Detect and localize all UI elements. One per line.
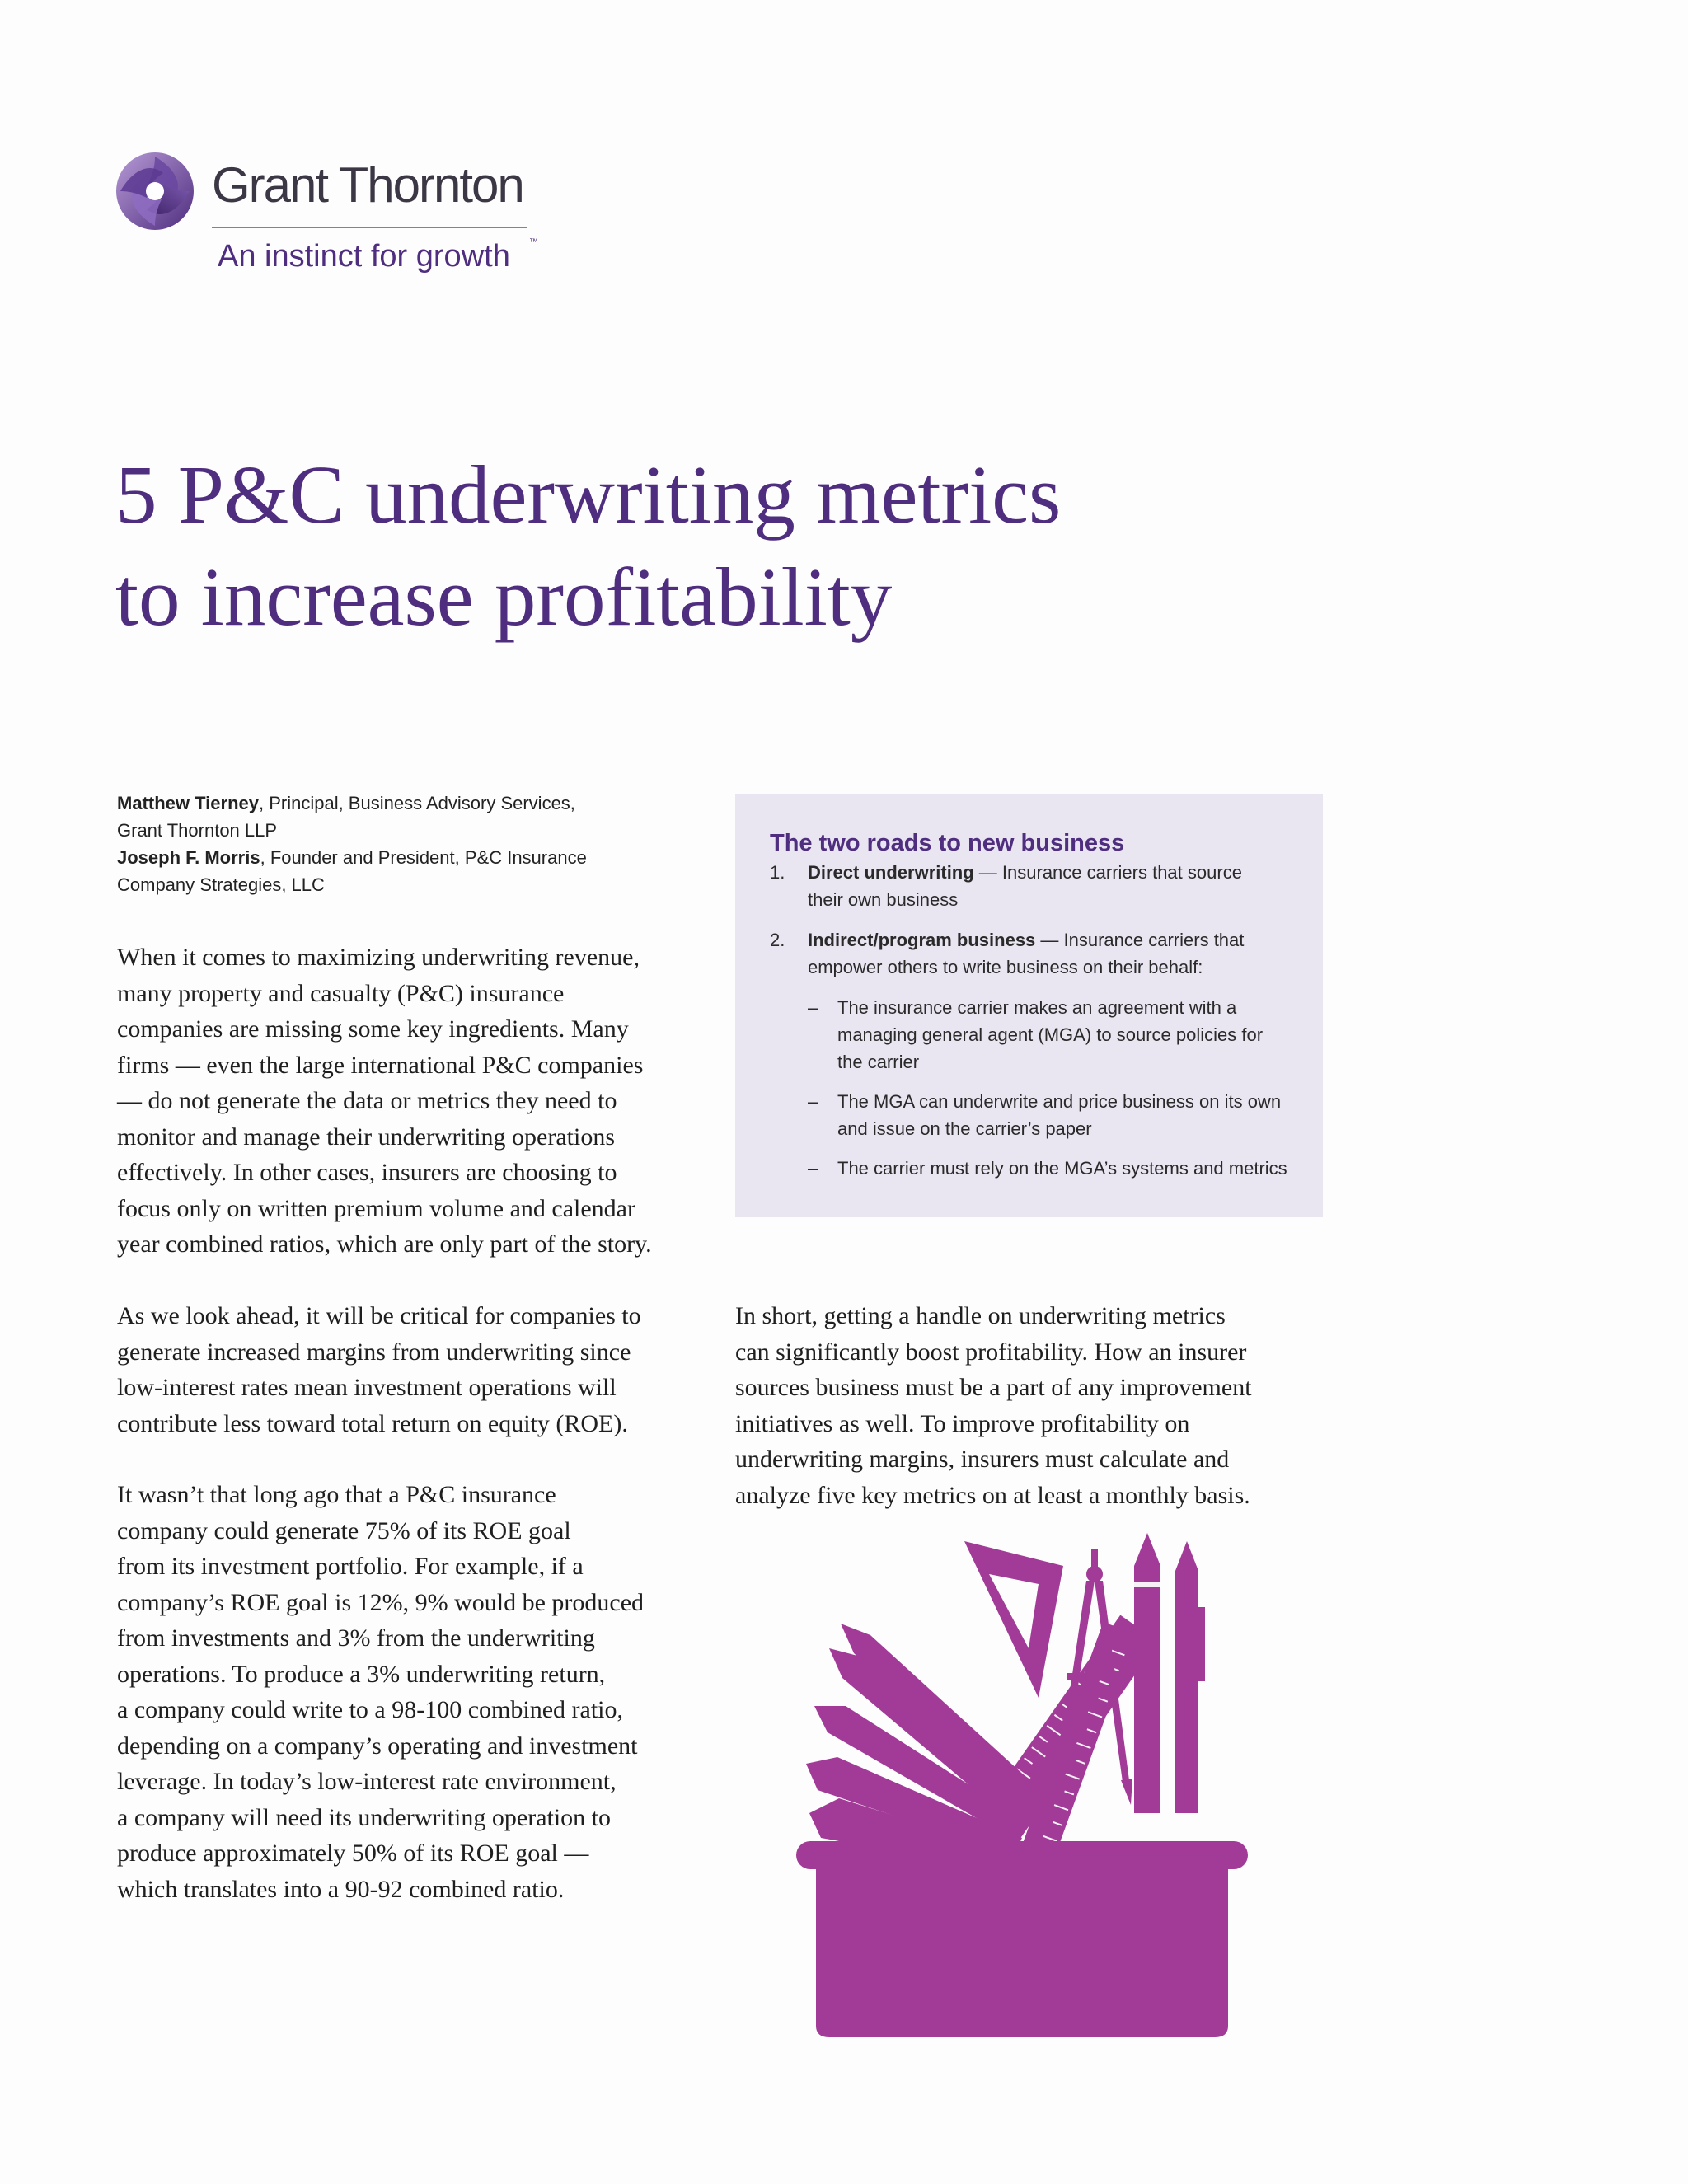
paragraph-line: As we look ahead, it will be critical for companies to [117,1302,641,1329]
brand-name: Grant Thornton [212,157,523,213]
paragraph-line: from its investment portfolio. For example, if a [117,1553,584,1580]
paragraph-line: generate increased margins from underwriting since [117,1338,631,1366]
paragraph-line: focus only on written premium volume and calendar [117,1194,635,1222]
sidebar-heading: The two roads to new business [770,830,1125,856]
author-1-org: Grant Thornton LLP [117,820,278,841]
sidebar-subitem-2 [770,1088,1300,1142]
paragraph-line: effectively. In other cases, insurers are choosing to [117,1159,617,1186]
pencil-icon [806,1624,1039,1872]
paragraph-line: low-interest rates mean investment operations will [117,1374,617,1401]
grant-thornton-logo-icon [115,152,195,231]
brand-tagline: An instinct for growth [218,239,510,274]
sidebar-list-item-2 [770,926,1300,981]
paragraph-line: When it comes to maximizing underwriting revenue, [117,944,640,971]
pen-icon [1134,1533,1205,1813]
dash-bullet: – [808,1091,818,1112]
paragraph-line: from investments and 3% from the underwriting [117,1624,595,1652]
sidebar-subitem-1 [770,994,1300,1076]
list-text: the carrier [837,1052,920,1072]
dash-bullet: – [808,1158,818,1179]
paragraph-line: company’s ROE goal is 12%, 9% would be produced [117,1588,645,1616]
paragraph-line: firms — even the large international P&C companies [117,1051,644,1079]
sidebar-subitem-3 [770,1155,1300,1182]
paragraph-line: — do not generate the data or metrics they need to [117,1087,617,1114]
list-text: managing general agent (MGA) to source policies for [837,1024,1264,1045]
paragraph-line: year combined ratios, which are only part of the story. [117,1230,652,1258]
pencil-case-icon [796,1841,1248,2037]
paragraph-line: monitor and manage their underwriting operations [117,1122,615,1151]
paragraph-line: contribute less toward total return on equity (ROE). [117,1409,628,1437]
sidebar-list-item-1 [770,859,1300,913]
pencil-case-tools-illustration [791,1533,1253,2044]
set-square-icon [964,1541,1063,1698]
paragraph-line: leverage. In today’s low-interest rate environment, [117,1768,617,1795]
list-number: 2. [770,930,785,950]
author-byline [117,790,645,898]
list-text: The carrier must rely on the MGA’s systems and metrics [837,1158,1287,1179]
logo-divider [212,227,528,228]
author-1 [117,790,645,817]
grant-thornton-logo [115,148,544,280]
paragraph-line: initiatives as well. To improve profitability on [735,1409,1190,1437]
author-2-org: Company Strategies, LLC [117,874,325,895]
paragraph-line: which translates into a 90-92 combined ratio. [117,1875,565,1903]
list-text: empower others to write business on their behalf: [808,957,1203,977]
body-paragraph-3 [117,1477,644,1907]
paragraph-line: produce approximately 50% of its ROE goal — [117,1840,589,1867]
trademark-symbol: ™ [529,237,538,247]
author-1-name: Matthew Tierney [117,793,259,813]
list-text: The insurance carrier makes an agreement with a [837,997,1237,1018]
paragraph-line: analyze five key metrics on at least a monthly basis. [735,1481,1250,1509]
paragraph-line: underwriting margins, insurers must calculate and [735,1446,1230,1473]
body-paragraph-2 [117,1298,641,1441]
author-2-name: Joseph F. Morris [117,847,260,868]
author-2 [117,844,645,871]
page-title-line-1: 5 P&C underwriting metrics [115,448,1062,541]
two-roads-sidebar [735,794,1323,1217]
list-text: — Insurance carriers that source [973,862,1242,883]
paragraph-line: a company could write to a 98-100 combined ratio, [117,1696,623,1723]
paragraph-line: In short, getting a handle on underwriting metrics [735,1302,1226,1329]
paragraph-line: It wasn’t that long ago that a P&C insurance [117,1481,556,1508]
paragraph-line: company could generate 75% of its ROE goal [117,1516,571,1544]
page-title-line-2: to increase profitability [115,551,893,643]
list-term: Indirect/program business [808,930,1036,950]
author-1-role: , Principal, Business Advisory Services, [258,793,575,813]
dash-bullet: – [808,997,818,1018]
list-text: their own business [808,889,959,910]
list-text: and issue on the carrier’s paper [837,1118,1092,1139]
author-2-role: , Founder and President, P&C Insurance [260,847,587,868]
paragraph-line: a company will need its underwriting operation to [117,1803,612,1831]
paragraph-line: companies are missing some key ingredients. Many [117,1015,629,1043]
paragraph-line: operations. To produce a 3% underwriting return, [117,1660,606,1688]
list-number: 1. [770,862,785,883]
paragraph-line: depending on a company’s operating and investment [117,1732,638,1760]
body-paragraph-4 [735,1298,1252,1513]
page-title [115,443,1352,648]
list-text: The MGA can underwrite and price business on its own [837,1091,1282,1112]
body-paragraph-1 [117,940,652,1263]
list-term: Direct underwriting [808,862,974,883]
paragraph-line: sources business must be a part of any improvement [735,1374,1252,1401]
paragraph-line: many property and casualty (P&C) insurance [117,979,565,1007]
list-text: — Insurance carriers that [1035,930,1245,950]
paragraph-line: can significantly boost profitability. How an insurer [735,1338,1247,1366]
